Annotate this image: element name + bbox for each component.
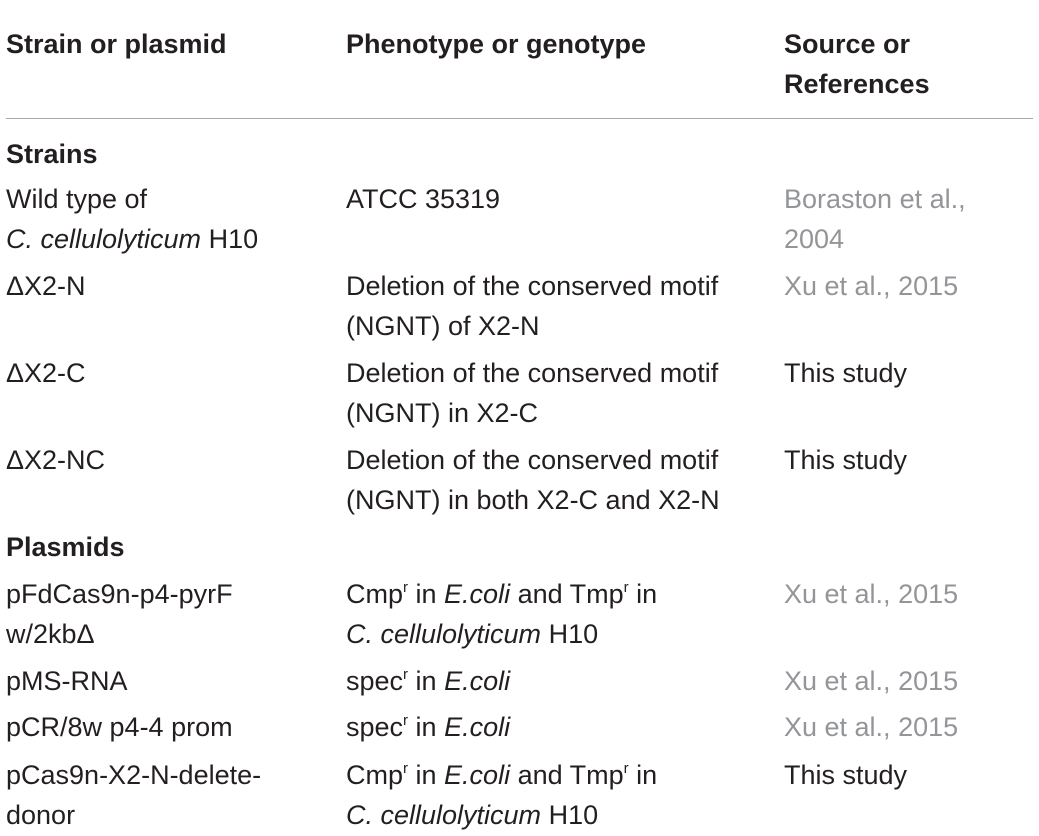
plasmid-name-line1: pFdCas9n-p4-pyrF xyxy=(6,579,233,609)
reference-text: This study xyxy=(784,445,908,475)
phenotype xyxy=(346,266,718,346)
resistance-superscript: r xyxy=(403,579,409,596)
phenotype xyxy=(346,353,718,433)
species-italic: C. cellulolyticum xyxy=(6,224,202,254)
ecoli-italic: E.coli xyxy=(444,712,511,742)
reference-text: This study xyxy=(784,760,908,790)
in-text: in xyxy=(408,760,445,790)
plasmid-name: pCR/8w p4-4 prom xyxy=(6,712,233,742)
resistance-superscript: r xyxy=(623,579,629,596)
header-phenotype-or-genotype: Phenotype or genotype xyxy=(346,29,647,59)
phenotype-line1: Deletion of the conserved motif xyxy=(346,358,719,388)
in-text: in xyxy=(408,666,445,696)
phenotype-line1 xyxy=(346,574,657,614)
header-source-or-references xyxy=(784,24,930,104)
ecoli-italic: E.coli xyxy=(444,760,511,790)
ecoli-italic: E.coli xyxy=(444,579,511,609)
reference-link[interactable]: Xu et al., 2015 xyxy=(784,579,959,609)
resistance-superscript: r xyxy=(403,760,409,777)
species-italic: C. cellulolyticum xyxy=(346,800,542,830)
phenotype xyxy=(346,440,720,520)
reference-line1[interactable]: Boraston et al., xyxy=(784,184,966,214)
and-tmp-text: and Tmp xyxy=(510,760,624,790)
in-text: in xyxy=(408,712,445,742)
strain-suffix: H10 xyxy=(541,619,599,649)
reference-text: This study xyxy=(784,358,908,388)
reference-link[interactable] xyxy=(784,179,966,259)
resistance-superscript: r xyxy=(403,666,409,683)
section-heading-plasmids: Plasmids xyxy=(6,532,125,562)
strain-name: ΔX2-N xyxy=(6,271,86,301)
reference-link[interactable]: Xu et al., 2015 xyxy=(784,712,959,742)
resistance-superscript: r xyxy=(623,760,629,777)
ecoli-italic: E.coli xyxy=(444,666,511,696)
phenotype-line1: Deletion of the conserved motif xyxy=(346,445,719,475)
header-strain-or-plasmid: Strain or plasmid xyxy=(6,29,227,59)
table-header xyxy=(6,0,1033,119)
cmp-text: Cmp xyxy=(346,760,404,790)
phenotype: ATCC 35319 xyxy=(346,184,501,214)
phenotype-line2: (NGNT) in X2-C xyxy=(346,398,539,428)
reference-link[interactable]: Xu et al., 2015 xyxy=(784,666,959,696)
in-text: in xyxy=(628,760,658,790)
strain-name-line1: Wild type of xyxy=(6,184,148,214)
resistance-superscript: r xyxy=(403,712,409,729)
strain-name: ΔX2-C xyxy=(6,358,86,388)
phenotype xyxy=(346,661,510,701)
plasmid-name xyxy=(6,574,233,654)
phenotype-line2 xyxy=(346,795,657,835)
strain-name: ΔX2-NC xyxy=(6,445,106,475)
phenotype-line2 xyxy=(346,614,657,654)
spec-text: spec xyxy=(346,666,404,696)
plasmid-name-line1: pCas9n-X2-N-delete- xyxy=(6,760,262,790)
phenotype xyxy=(346,707,510,747)
and-tmp-text: and Tmp xyxy=(510,579,624,609)
in-text: in xyxy=(628,579,658,609)
strain-name xyxy=(6,179,258,259)
strains-plasmids-table xyxy=(6,0,1033,830)
strain-suffix: H10 xyxy=(201,224,259,254)
header-source-line1: Source or xyxy=(784,29,911,59)
header-source-line2: References xyxy=(784,69,930,99)
section-heading-strains: Strains xyxy=(6,139,98,169)
strain-name-line2 xyxy=(6,219,258,259)
phenotype-line1 xyxy=(346,755,657,795)
phenotype-line2: (NGNT) of X2-N xyxy=(346,311,540,341)
plasmid-name-line2: w/2kbΔ xyxy=(6,619,95,649)
phenotype xyxy=(346,755,657,835)
plasmid-name xyxy=(6,755,261,835)
species-italic: C. cellulolyticum xyxy=(346,619,542,649)
in-text: in xyxy=(408,579,445,609)
spec-text: spec xyxy=(346,712,404,742)
plasmid-name: pMS-RNA xyxy=(6,666,128,696)
reference-line2[interactable]: 2004 xyxy=(784,224,845,254)
phenotype-line2: (NGNT) in both X2-C and X2-N xyxy=(346,485,720,515)
plasmid-name-line2: donor xyxy=(6,800,76,830)
phenotype-line1: Deletion of the conserved motif xyxy=(346,271,719,301)
phenotype xyxy=(346,574,657,654)
strain-suffix: H10 xyxy=(541,800,599,830)
reference-link[interactable]: Xu et al., 2015 xyxy=(784,271,959,301)
cmp-text: Cmp xyxy=(346,579,404,609)
